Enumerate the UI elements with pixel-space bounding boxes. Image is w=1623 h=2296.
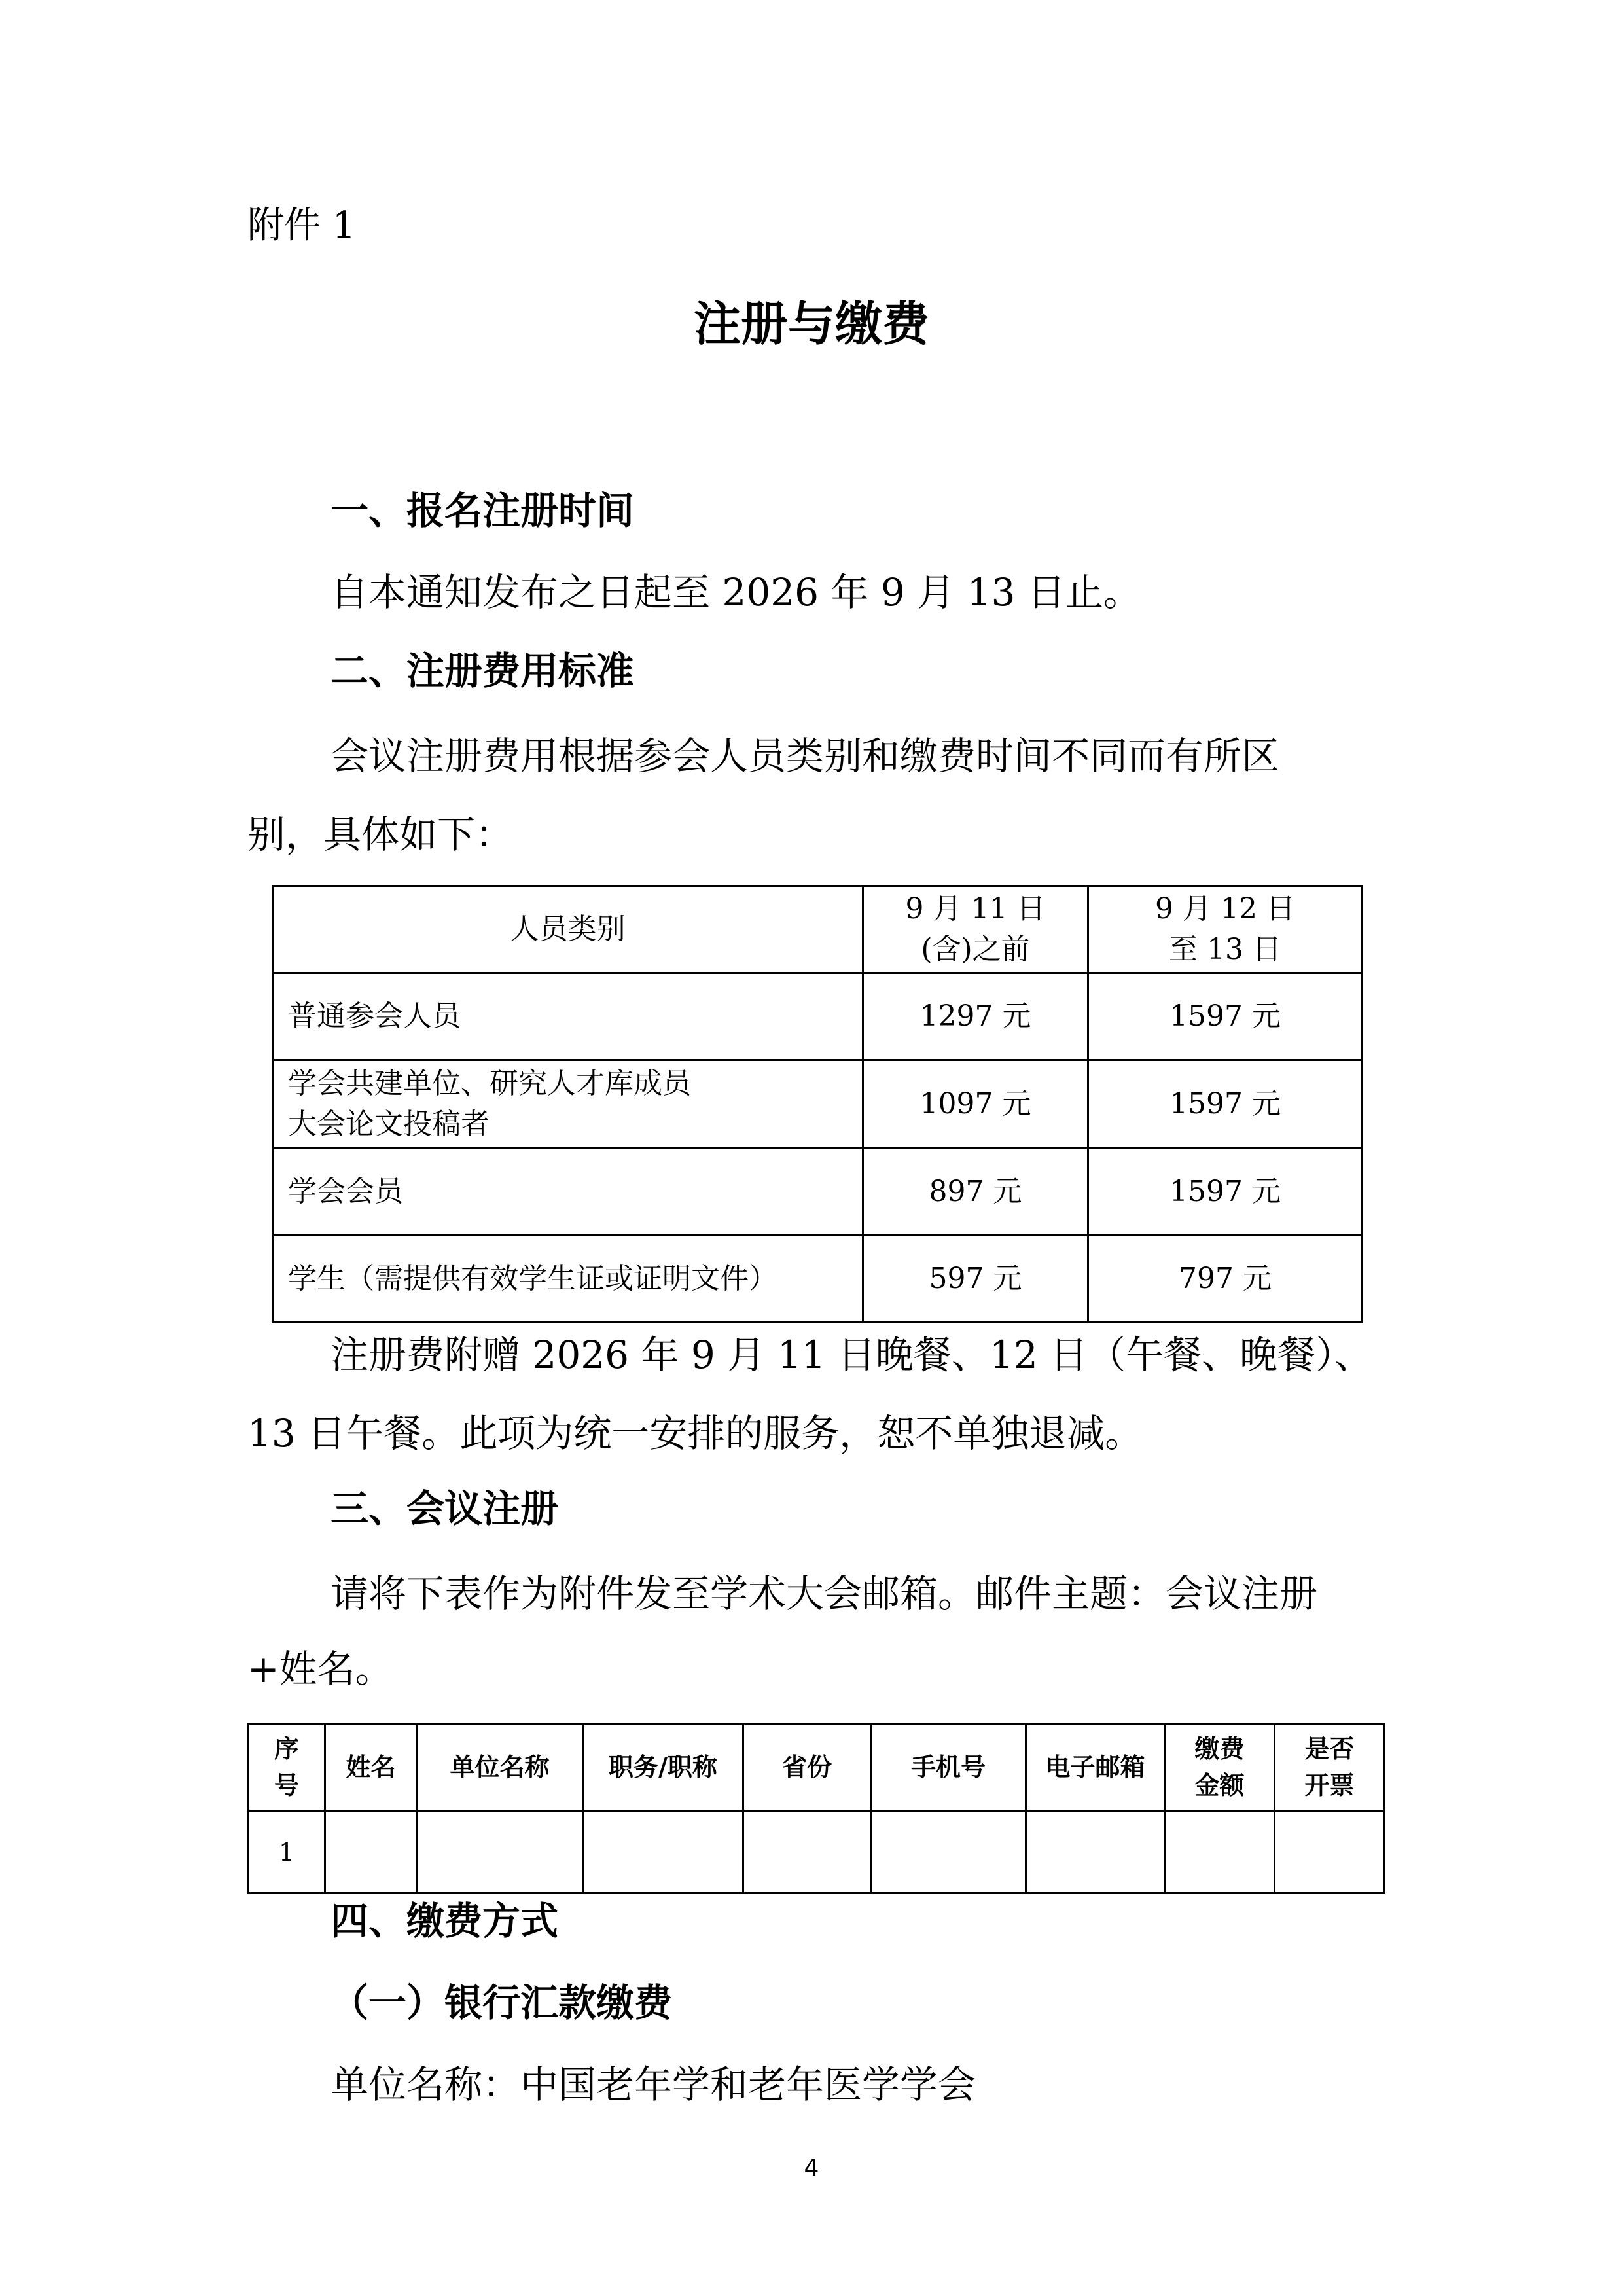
attachment-label: 附件 1: [247, 204, 356, 247]
reg-province-cell[interactable]: [743, 1811, 871, 1893]
registration-header-row: [249, 1724, 1385, 1811]
fee-header-category: 人员类别: [273, 886, 863, 973]
fee-standard-text-line2: 别，具体如下：: [247, 812, 514, 857]
reg-position-cell[interactable]: [583, 1811, 743, 1893]
registration-time-text: 自本通知发布之日起至 2026 年 9 月 13 日止。: [330, 570, 1141, 615]
fee-header-early: [863, 886, 1088, 973]
fee-table: [272, 885, 1363, 1323]
fee-late-cell: 1597 元: [1088, 1148, 1363, 1236]
table-row: [273, 1060, 1363, 1148]
fee-table-header-row: [273, 886, 1363, 973]
fee-header-early-line2: (含)之前: [921, 933, 1030, 966]
reg-header-unit: 单位名称: [417, 1724, 583, 1811]
page-number: 4: [804, 2155, 819, 2181]
section-heading-conference-registration: 三、会议注册: [330, 1486, 559, 1531]
fee-category-cell: 学会会员: [273, 1148, 863, 1236]
reg-header-email: 电子邮箱: [1026, 1724, 1165, 1811]
reg-header-phone: 手机号: [871, 1724, 1026, 1811]
bank-unit-name-text: 单位名称：中国老年学和老年医学学会: [330, 2062, 976, 2107]
reg-header-position: 职务/职称: [583, 1724, 743, 1811]
fee-early-cell: 1097 元: [863, 1060, 1088, 1148]
fee-early-cell: 897 元: [863, 1148, 1088, 1236]
reg-header-index: 序 号: [249, 1724, 325, 1811]
fee-standard-text-line1: 会议注册费用根据参会人员类别和缴费时间不同而有所区: [330, 734, 1280, 778]
conference-registration-text-line2: +姓名。: [247, 1647, 393, 1691]
subsection-heading-bank-transfer: （一）银行汇款缴费: [330, 1981, 673, 2025]
fee-header-late: [1088, 886, 1363, 973]
reg-header-fee: 缴费 金额: [1165, 1724, 1275, 1811]
fee-category-cell: 普通参会人员: [273, 973, 863, 1060]
reg-fee-cell[interactable]: [1165, 1811, 1275, 1893]
page-title: 注册与缴费: [693, 296, 929, 351]
section-heading-registration-time: 一、报名注册时间: [330, 488, 635, 533]
fee-category-cell: 学生（需提供有效学生证或证明文件）: [273, 1236, 863, 1323]
table-row: [249, 1811, 1385, 1893]
table-row: [273, 1236, 1363, 1323]
conference-registration-text-line1: 请将下表作为附件发至学术大会邮箱。邮件主题：会议注册: [330, 1571, 1318, 1616]
fee-early-cell: 1297 元: [863, 973, 1088, 1060]
fee-late-cell: 1597 元: [1088, 973, 1363, 1060]
reg-name-cell[interactable]: [325, 1811, 417, 1893]
fee-header-late-line2: 至 13 日: [1169, 933, 1281, 966]
section-heading-payment-method: 四、缴费方式: [330, 1899, 559, 1943]
section-heading-fee-standard: 二、注册费用标准: [330, 649, 635, 693]
registration-table: [247, 1723, 1385, 1894]
reg-header-province: 省份: [743, 1724, 871, 1811]
fee-late-cell: 797 元: [1088, 1236, 1363, 1323]
fee-category-cell: 学会共建单位、研究人才库成员 大会论文投稿者: [273, 1060, 863, 1148]
fee-note-line1: 注册费附赠 2026 年 9 月 11 日晚餐、12 日（午餐、晚餐）、: [330, 1333, 1373, 1377]
fee-header-late-line1: 9 月 12 日: [1155, 892, 1295, 925]
table-row: [273, 973, 1363, 1060]
table-row: [273, 1148, 1363, 1236]
fee-note-line2: 13 日午餐。此项为统一安排的服务，恕不单独退减。: [247, 1411, 1143, 1456]
reg-index-cell: 1: [249, 1811, 325, 1893]
fee-header-early-line1: 9 月 11 日: [905, 892, 1046, 925]
reg-invoice-cell[interactable]: [1275, 1811, 1385, 1893]
reg-header-invoice: 是否 开票: [1275, 1724, 1385, 1811]
reg-phone-cell[interactable]: [871, 1811, 1026, 1893]
fee-early-cell: 597 元: [863, 1236, 1088, 1323]
reg-unit-cell[interactable]: [417, 1811, 583, 1893]
reg-email-cell[interactable]: [1026, 1811, 1165, 1893]
fee-late-cell: 1597 元: [1088, 1060, 1363, 1148]
reg-header-name: 姓名: [325, 1724, 417, 1811]
